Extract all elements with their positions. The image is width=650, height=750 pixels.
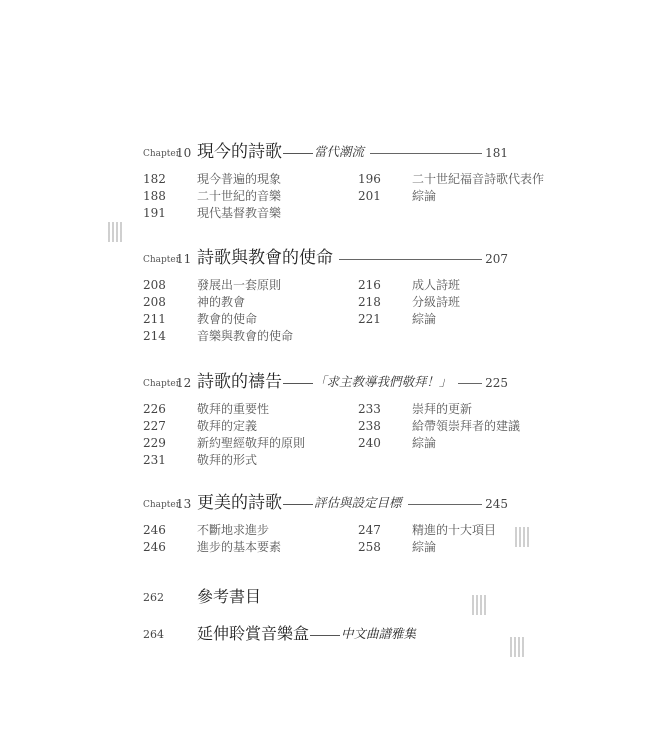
entry-page: 214 (143, 329, 166, 343)
entry-page: 221 (358, 312, 381, 326)
entry-title: 綜論 (412, 312, 437, 326)
chapter-title-text: 詩歌與教會的使命 (197, 248, 333, 268)
chapter-title-text: 現今的詩歌 (197, 142, 282, 162)
entry-page: 191 (143, 206, 166, 220)
entry-title: 敬拜的形式 (197, 453, 258, 467)
chapter-page: 245 (485, 497, 508, 511)
entry-title: 不斷地求進步 (197, 523, 270, 537)
entry-page: 258 (358, 540, 381, 554)
leader-line (339, 259, 482, 260)
entry-title: 成人詩班 (412, 278, 461, 292)
entry-page: 218 (358, 295, 381, 309)
entry-page: 201 (358, 189, 381, 203)
chapter-label: Chapter (143, 379, 181, 389)
entry-page: 240 (358, 436, 381, 450)
entry-title: 神的教會 (197, 295, 246, 309)
chapter-number: 13 (176, 497, 192, 511)
chapter-title-text: 詩歌的禱告 (197, 372, 282, 392)
entry-page: 246 (143, 523, 166, 537)
entry-page: 226 (143, 402, 166, 416)
entry-page: 208 (143, 295, 166, 309)
entry-title: 發展出一套原則 (197, 278, 282, 292)
chapter-title (197, 137, 364, 162)
entry-title: 敬拜的定義 (197, 419, 258, 433)
em-dash (283, 153, 313, 154)
entry-title: 二十世紀的音樂 (197, 189, 282, 203)
chapter-title (197, 243, 333, 268)
entry-title-text: 參考書目 (197, 587, 262, 606)
em-dash (283, 383, 313, 384)
chapter-heading[interactable] (143, 246, 508, 268)
entry-title: 音樂與教會的使命 (197, 329, 294, 343)
chapter-page: 207 (485, 252, 508, 266)
entry-page: 196 (358, 172, 381, 186)
entry-title: 精進的十大項目 (412, 523, 497, 537)
entry-title: 進步的基本要素 (197, 540, 282, 554)
entry-page: 247 (358, 523, 381, 537)
chapter-number: 10 (176, 146, 192, 160)
leader-line (408, 504, 482, 505)
chapter-page: 181 (485, 146, 508, 160)
entry-page: 238 (358, 419, 381, 433)
entry-title: 教會的使命 (197, 312, 258, 326)
entry-title (197, 584, 261, 607)
entry-title: 綜論 (412, 540, 437, 554)
chapter-title (197, 488, 402, 513)
entry-title: 敬拜的重要性 (197, 402, 270, 416)
entry-title: 綜論 (412, 189, 437, 203)
chapter-heading[interactable] (143, 370, 508, 392)
entry-title (197, 621, 416, 644)
chapter-title-text: 更美的詩歌 (197, 493, 282, 513)
chapter-heading[interactable] (143, 491, 508, 513)
chapter-heading[interactable] (143, 140, 508, 162)
entry-page: 229 (143, 436, 166, 450)
entry-page: 208 (143, 278, 166, 292)
decorative-mark (510, 637, 524, 657)
entry-page: 211 (143, 312, 166, 326)
entry-page: 262 (143, 591, 164, 604)
leader-line (458, 383, 482, 384)
entry-page: 233 (358, 402, 381, 416)
chapter-label: Chapter (143, 500, 181, 510)
entry-subtitle: 中文曲譜雅集 (341, 626, 417, 641)
entry-page: 231 (143, 453, 166, 467)
entry-title: 分級詩班 (412, 295, 461, 309)
entry-page: 264 (143, 628, 164, 641)
decorative-mark (108, 222, 122, 242)
entry-page: 182 (143, 172, 166, 186)
decorative-mark (515, 527, 529, 547)
entry-page: 188 (143, 189, 166, 203)
chapter-number: 11 (176, 252, 192, 266)
entry-title: 二十世紀福音詩歌代表作 (412, 172, 545, 186)
leader-line (370, 153, 482, 154)
em-dash (310, 635, 340, 636)
entry-page: 216 (358, 278, 381, 292)
entry-page: 246 (143, 540, 166, 554)
chapter-subtitle: 評估與設定目標 (314, 495, 402, 510)
chapter-number: 12 (176, 376, 192, 390)
entry-title: 給帶領崇拜者的建議 (412, 419, 521, 433)
em-dash (283, 504, 313, 505)
chapter-title (197, 367, 452, 392)
chapter-subtitle: 當代潮流 (314, 144, 365, 159)
entry-title: 綜論 (412, 436, 437, 450)
chapter-label: Chapter (143, 255, 181, 265)
entry-title-text: 延伸聆賞音樂盒 (197, 624, 310, 643)
entry-title: 現今普遍的現象 (197, 172, 282, 186)
entry-page: 227 (143, 419, 166, 433)
entry-title: 崇拜的更新 (412, 402, 473, 416)
decorative-mark (472, 595, 486, 615)
chapter-label: Chapter (143, 149, 181, 159)
chapter-subtitle: 「求主教導我們敬拜！」 (314, 374, 452, 389)
entry-title: 新約聖經敬拜的原則 (197, 436, 306, 450)
entry-title: 現代基督教音樂 (197, 206, 282, 220)
chapter-page: 225 (485, 376, 508, 390)
